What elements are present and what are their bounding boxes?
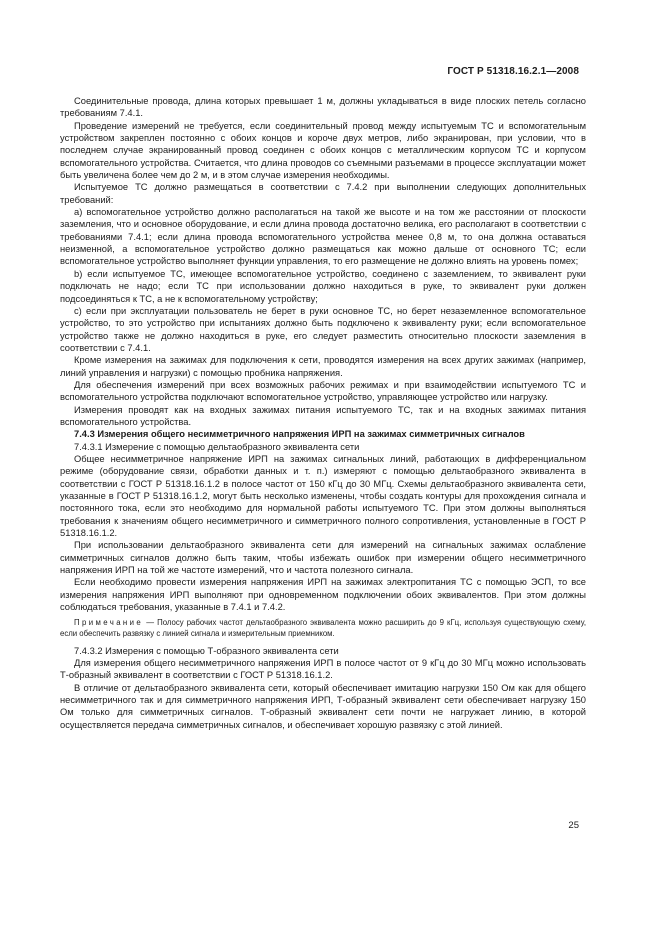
paragraph: Измерения проводят как на входных зажимах питания испытуемого ТС, так и на входных зажимах питания вспомогательного устройства. — [60, 404, 586, 427]
section-heading-7-4-3: 7.4.3 Измерения общего несимметричного напряжения ИРП на зажимах симметричных сигналов — [74, 429, 525, 440]
paragraph: Проведение измерений не требуется, если соединительный провод между испытуемым ТС и вспомогательным устройством закреплен постоянно с обоих концов и короче двух метров, либо экранирован, при условии, что в последнем случае экранированный провод соединен с обоих концов с металлическим корпусом ТС и корпусом вспомогательного устройства. Считается, что длина проводов со съемными разъемами в процессе эксплуатации может быть увеличена более чем до 2 м, и в этом случае измерения необходимы. — [60, 120, 586, 181]
paragraph: Если необходимо провести измерения напряжения ИРП на зажимах электропитания ТС с помощью ЭСП, то все измерения напряжения ИРП выполняют при одновременном подключении обоих эквивалентов. При этом должны соблюдаться требования, указанные в 7.4.1 и 7.4.2. — [60, 577, 586, 613]
paragraph: Соединительные провода, длина которых превышает 1 м, должны укладываться в виде плоских петель согласно требованиям 7.4.1. — [60, 96, 586, 119]
note-text: — Полосу рабочих частот дельтаобразного эквивалента можно расширить до 9 кГц, используя существующую схему, если обеспечить развязку с линией сигнала и измерительным приемником. — [60, 618, 586, 639]
note-label: Примечание — [74, 618, 144, 628]
paragraph: Для измерения общего несимметричного напряжения ИРП в полосе частот от 9 кГц до 30 МГц можно использовать Т-образный эквивалент в соответствии с ГОСТ Р 51318.16.1.2. — [60, 657, 586, 681]
document-header: ГОСТ Р 51318.16.2.1—2008 — [447, 66, 579, 77]
paragraph: В отличие от дельтаобразного эквивалента сети, который обеспечивает имитацию нагрузки 150 Ом как для общего несимметричного так и для симметричного напряжения ИРП, Т-образный эквивалент сети обеспечивает нагрузку 150 Ом только для симметричных сигналов. Т-образный эквивалент сети почти не нагружает линию, в которой осуществляется передача симметричных сигналов, и обеспечивает хорошую развязку с этой линией. — [60, 682, 586, 730]
list-item-a: а) вспомогательное устройство должно располагаться на такой же высоте и на том же расстоянии от плоскости заземления, что и основное оборудование, и если длина провода достаточно велика, его располагают в соответствии с требованиями 7.4.1; если длина провода вспомогательного устройства менее 0,8 м, то она должна оставаться неизменной, а вспомогательное устройство должно размещаться как можно дальше от основного ТС; если вспомогательное устройство выполняет функции управления, то его размещение не должно влиять на уровень помех; — [60, 207, 586, 267]
subsection-heading-7-4-3-1: 7.4.3.1 Измерение с помощью дельтаобразного эквивалента сети — [74, 441, 360, 452]
paragraph: Кроме измерения на зажимах для подключения к сети, проводятся измерения на всех других зажимах (например, линий управления и нагрузки) с помощью пробника напряжения. — [60, 355, 586, 378]
subsection-heading-7-4-3-2: 7.4.3.2 Измерения с помощью Т-образного эквивалента сети — [74, 645, 339, 656]
page-body — [60, 95, 586, 731]
paragraph: При использовании дельтаобразного эквивалента сети для измерений на сигнальных зажимах ослабление симметричных сигналов должно быть таким, чтобы избежать ошибок при измерении общего несимметричного напряжения ИРП на той же частоте измерений, что и частота полезного сигнала. — [60, 540, 586, 576]
list-item-c: c) если при эксплуатации пользователь не берет в руки основное ТС, но берет незаземленное вспомогательное устройство, то это устройство при испытаниях должно быть подключено к эквиваленту руки; если вспомогательное устройство также не должно находиться в руке, его следует разместить относительно плоскости заземления в соответствии с 7.4.1. — [60, 305, 586, 353]
list-item-b: b) если испытуемое ТС, имеющее вспомогательное устройство, соединено с заземлением, то эквивалент руки подключать не надо; если ТС при использовании должно находиться в руке, то эквивалент руки должен подсоединяться к ТС, а не к вспомогательному устройству; — [60, 268, 586, 304]
paragraph: Для обеспечения измерений при всех возможных рабочих режимах и при взаимодействии испытуемого ТС и вспомогательного устройства подключают вспомогательное устройство, управляющее устройство или нагрузку. — [60, 379, 586, 403]
paragraph: Общее несимметричное напряжение ИРП на зажимах сигнальных линий, работающих в дифференциальном режиме (оборудование связи, обработки данных и т. п.) измеряют с помощью дельтаобразного эквивалента в соответствии с ГОСТ Р 51318.16.1.2 в полосе частот от 150 кГц до 30 МГц. Схемы дельтаобразного эквивалента сети, указанные в ГОСТ Р 51318.16.1.2, могут быть несколько изменены, чтобы создать контуры для прохождения сигнала и постоянного тока, если это необходимо для нормальной работы испытуемого ТС. При этом должны выполняться требования к значениям общего несимметричного и симметричного полного сопротивления, установленные в ГОСТ Р 51318.16.1.2. — [60, 453, 586, 539]
note — [60, 618, 586, 639]
paragraph: Испытуемое ТС должно размещаться в соответствии с 7.4.2 при выполнении следующих дополнительных требований: — [60, 182, 586, 205]
page-number: 25 — [568, 820, 579, 831]
